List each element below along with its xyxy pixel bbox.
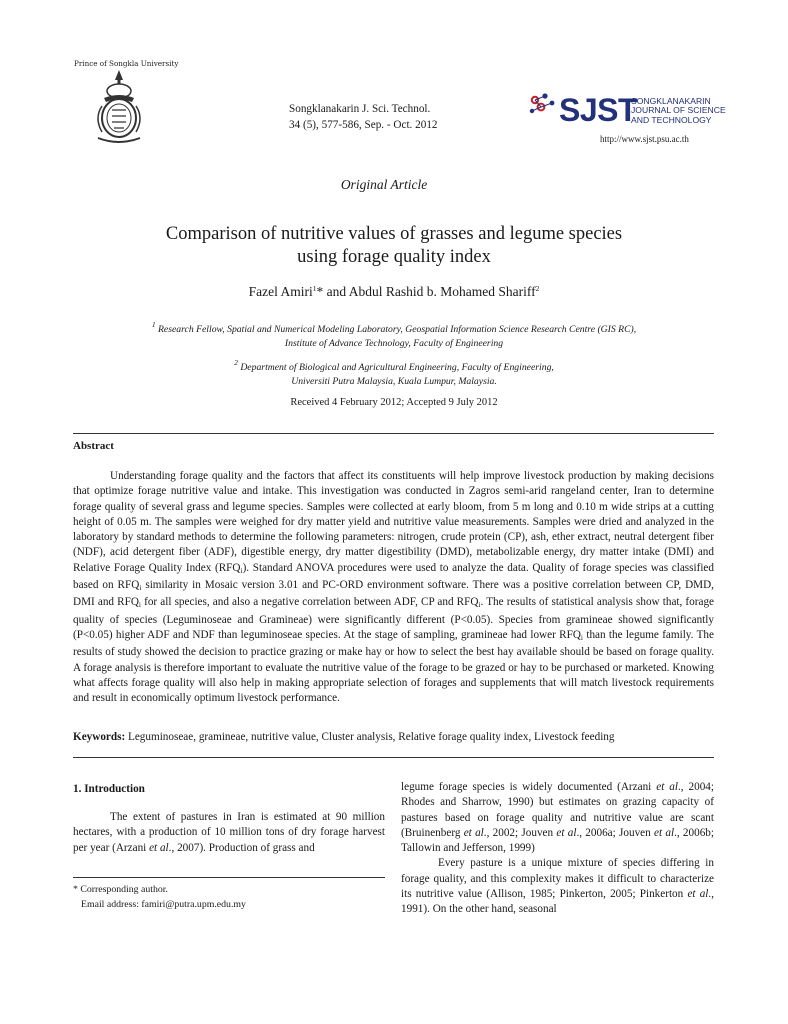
author-1: Fazel Amiri: [248, 284, 313, 299]
university-seal-logo: [74, 59, 179, 156]
affiliation-1-line-2: Institute of Advance Technology, Faculty of Engineering: [284, 338, 504, 349]
author-separator: and: [323, 284, 349, 299]
keywords-label: Keywords:: [73, 731, 126, 743]
affiliation-2-line-1: Department of Biological and Agricultural Engineering, Faculty of Engineering,: [237, 362, 554, 373]
author-2-affil-mark: 2: [535, 284, 540, 293]
affiliation-1-mark: 1: [151, 320, 156, 329]
author-list: [0, 284, 788, 300]
affiliation-1: [0, 318, 788, 351]
title-line-1: Comparison of nutritive values of grasses and legume species: [165, 224, 623, 244]
affiliation-2-mark: 2: [234, 358, 238, 367]
introduction-right-column: [401, 780, 714, 918]
paper-title: [0, 223, 788, 269]
article-type: Original Article: [340, 177, 428, 192]
journal-citation: [289, 101, 438, 133]
author-2: Abdul Rashid b. Mohamed Shariff: [348, 284, 536, 299]
abstract-body: Understanding forage quality and the factors that affect its constituents will help improve livestock production by making decisions that optimize forage nutritive value and intake. This investigation was conducted in Zagros semi-arid rangeland center, Iran to determine forage quality of several grass and legume species. Samples were collected at early bloom, from 5 m long and 0.10 m wide strips at a cutting height of 0.05 m. The samples were weighed for dry matter yield and nutritive value measurements. Samples were dried and analyzed in the laboratory by standard methods to determine the following parameters: nitrogen, crude protein (CP), ash, ether extract, neutral detergent fiber (NDF), acid detergent fiber (ADF), digestible energy, dry matter digestibility (DMD), metabolizable energy, dry matter intake (DMI) and Relative Forage Quality Index $(RFQ_i)$. Standard ANOVA procedures were used to analyze the data. Quality of forage species was classified based on $RFQ_i$ similarity in Mosaic version 3.01 and PC-ORD environment software. There was a positive correlation between CP, DMD, DMI and $RFQ_i$ for all species, and also a negative correlation between ADF, CP and $RFQ_i$. The results of statistical analysis show that, forage quality of species (Leguminoseae and Gramineae) were significantly different (P<0.05). Species from gramineae showed significantly (P<0.05) higher ADF and NDF than leguminoseae species. At the stage of sampling, gramineae had lower $RFQ_i$ than the legume family. The results of study showed the decision to practice grazing or make hay or how to select the best hay available should be based on forage quality. A forage analysis is therefore important to evaluate the nutritive value of the forage to be grazed or hay to be purchased or marketed. Knowing what affects forage quality will also help in making appropriate selection of forages and supplements that will match livestock requirements and result in economically optimum livestock performance.: [73, 470, 715, 705]
journal-volume: 34 (5), 577-586, Sep. - Oct. 2012: [289, 119, 438, 131]
affiliation-2-line-2: Universiti Putra Malaysia, Kuala Lumpur, Malaysia.: [291, 376, 497, 387]
title-line-2: using forage quality index: [297, 247, 491, 267]
footnote-corresponding: * Corresponding author.: [73, 884, 168, 895]
divider-top: [73, 433, 714, 434]
introduction-left-column: The extent of pastures in Iran is estimated at 90 million hectares, with a production of 10 million tons of dry forage harvest per year (Arzani et al., 2007). Production of grass and: [73, 811, 385, 854]
keywords-list: Leguminoseae, gramineae, nutritive value, Cluster analysis, Relative forage quality index, Livestock feeding: [125, 731, 615, 743]
intro-paragraph-1-cont: legume forage species is widely documented (Arzani et al., 2004; Rhodes and Sharrow, 1990) but estimates on grazing capacity of pastures based on forage quality and nutritive value are scant (Bruinenberg et al., 2002; Jouven et al., 2006a; Jouven et al., 2006b; Tallowin and Jefferson, 1999): [401, 781, 715, 855]
footnote: [73, 883, 246, 912]
journal-name: Songklanakarin J. Sci. Technol.: [289, 103, 431, 115]
sjst-logo-word: SJST: [559, 92, 638, 128]
intro-paragraph-2: Every pasture is a unique mixture of species differing in forage quality, and this complexity makes it difficult to characterize its nutritive value (Allison, 1985; Pinkerton, 2005; Pinkerton et al., 1991). On the other hand, seasonal: [401, 857, 714, 916]
sjst-journal-name: SONGKLANAKARIN JOURNAL OF SCIENCE AND TECHNOLOGY: [631, 96, 726, 125]
affiliation-1-line-1: Research Fellow, Spatial and Numerical Modeling Laboratory, Geospatial Information Science Research Centre (GIS RC),: [155, 324, 637, 335]
divider-bottom: [73, 757, 714, 758]
keywords: [73, 731, 714, 743]
abstract-heading: Abstract: [73, 440, 114, 452]
affiliation-2: [0, 356, 788, 389]
corresponding-mark: *: [316, 284, 324, 299]
section-heading-introduction: 1. Introduction: [73, 783, 145, 795]
footnote-email: Email address: famiri@putra.upm.edu.my: [81, 898, 246, 910]
author-1-affil-mark: 1: [312, 284, 317, 293]
footnote-divider: [73, 877, 385, 878]
seal-text: Prince of Songkla University: [74, 59, 179, 68]
received-dates: Received 4 February 2012; Accepted 9 July 2012: [290, 397, 498, 408]
journal-url-link[interactable]: http://www.sjst.psu.ac.th: [600, 134, 689, 144]
